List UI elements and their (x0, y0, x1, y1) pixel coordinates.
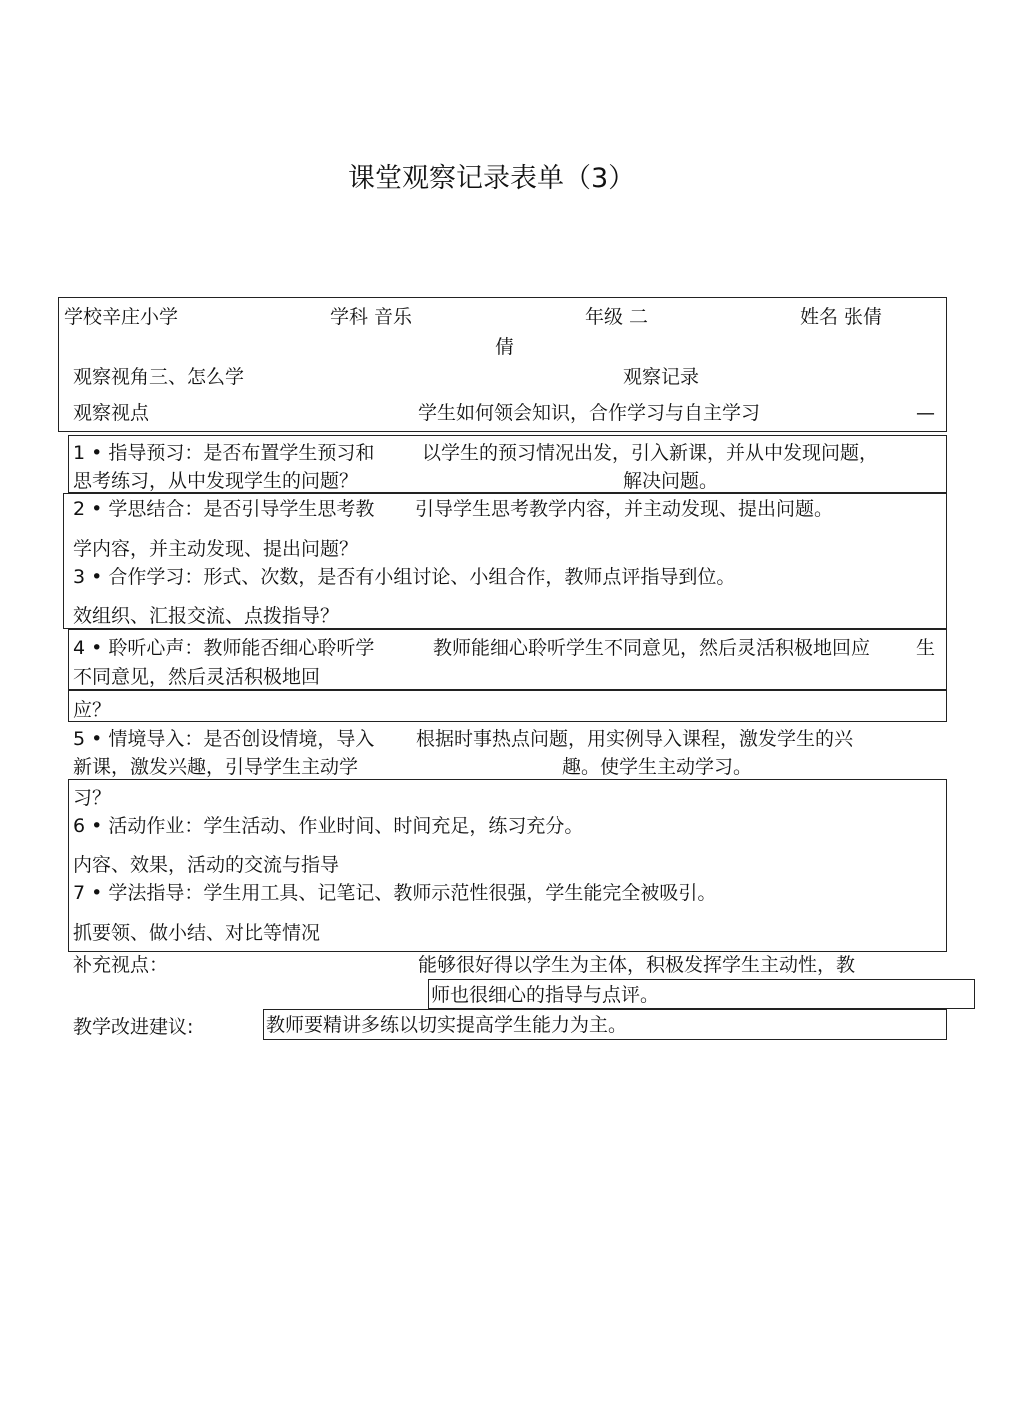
perspective-label: 观察视角三、怎么学 (73, 366, 245, 388)
suggestion-content: 教师要精讲多练以切实提高学生能力为主。 (266, 1014, 628, 1036)
record-label: 观察记录 (623, 366, 700, 388)
item-1-question: 1 • 指导预习：是否布置学生预习和 (73, 442, 375, 464)
subject-field: 学科 音乐 (330, 306, 413, 328)
item-2-question: 2 • 学思结合：是否引导学生思考教 (73, 498, 375, 520)
item-3-line-cont: 效组织、汇报交流、点拨指导？ (73, 605, 340, 627)
item-3-line: 3 • 合作学习：形式、次数，是否有小组讨论、小组合作，教师点评指导到位。 (73, 566, 736, 588)
item-5-question-cont: 新课，激发兴趣，引导学生主动学 (73, 756, 359, 778)
item-4-question: 4 • 聆听心声：教师能否细心聆听学 (73, 637, 375, 659)
item-6-line-cont: 内容、效果，活动的交流与指导 (73, 854, 340, 876)
item-4-record: 教师能细心聆听学生不同意见，然后灵活积极地回应 (433, 637, 871, 659)
item-4-question-cont: 不同意见，然后灵活积极地回 (73, 666, 321, 688)
supplement-label: 补充视点： (73, 954, 169, 976)
viewpoint-content: 学生如何领会知识，合作学习与自主学习 (418, 402, 761, 424)
supplement-content: 能够很好得以学生为主体，积极发挥学生主动性，教 (418, 954, 856, 976)
viewpoint-dash: — (916, 402, 935, 424)
item-5-record: 根据时事热点问题，用实例导入课程，激发学生的兴 (416, 728, 854, 750)
item-1-record-cont: 解决问题。 (623, 470, 719, 492)
item-2-question-cont: 学内容，并主动发现、提出问题？ (73, 538, 359, 560)
school-field: 学校辛庄小学 (64, 306, 179, 328)
item-4-record-tail: 生 (916, 637, 936, 659)
page-title: 课堂观察记录表单（3） (348, 163, 636, 194)
name-overflow: 倩 (495, 336, 515, 358)
grade-field: 年级 二 (585, 306, 649, 328)
item-6-line: 6 • 活动作业：学生活动、作业时间、时间充足，练习充分。 (73, 815, 584, 837)
name-field: 姓名 张倩 (800, 306, 883, 328)
item-7-line: 7 • 学法指导：学生用工具、记笔记、教师示范性很强，学生能完全被吸引。 (73, 882, 717, 904)
item-5-question-end: 习？ (73, 787, 112, 809)
item-4-question-end: 应？ (73, 699, 112, 721)
item-5-question: 5 • 情境导入：是否创设情境，导入 (73, 728, 375, 750)
item-5-record-cont: 趣。使学生主动学习。 (562, 756, 753, 778)
item-7-line-cont: 抓要领、做小结、对比等情况 (73, 922, 321, 944)
item-2-record: 引导学生思考教学内容，并主动发现、提出问题。 (415, 498, 834, 520)
item-1-record: 以学生的预习情况出发，引入新课，并从中发现问题， (422, 442, 879, 464)
suggestion-label: 教学改进建议: (73, 1016, 194, 1038)
item-1-question-cont: 思考练习，从中发现学生的问题？ (73, 470, 359, 492)
supplement-content-cont: 师也很细心的指导与点评。 (431, 984, 660, 1006)
viewpoint-label: 观察视点 (73, 402, 150, 424)
item-4-tail-box (68, 690, 947, 722)
